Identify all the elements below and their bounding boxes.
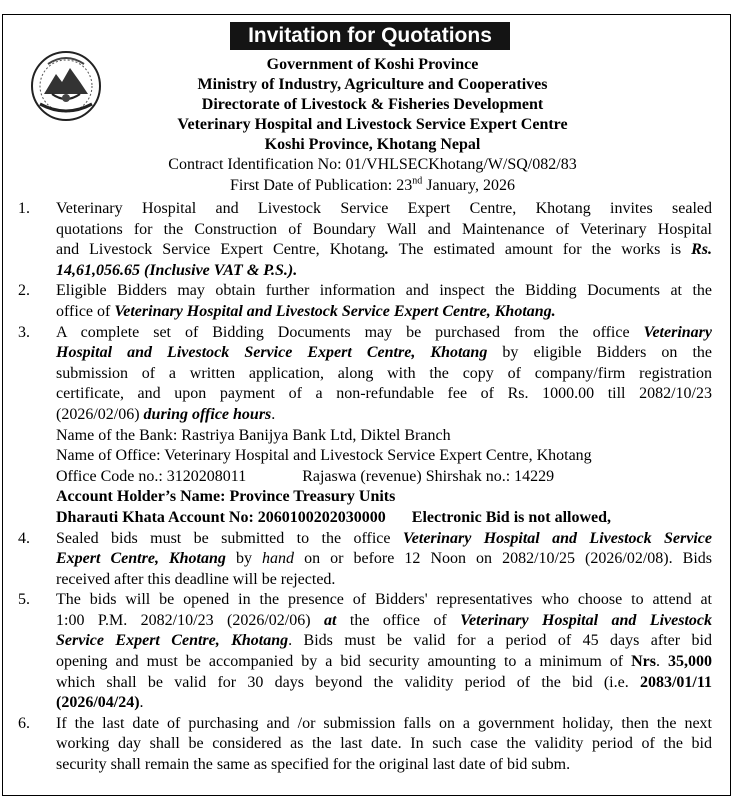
header-office: Veterinary Hospital and Livestock Service Expert Centre [177,116,568,133]
bank-name: Name of the Bank: Rastriya Banijya Bank Ltd, Diktel Branch [56,426,451,444]
province-emblem [30,50,102,122]
office-code: Office Code no.: 3120208011 [56,467,247,485]
clause-4: 4. Sealed bids must be submitted to the office Veterinary Hospital and Livestock Service Expert Centre, Khotang by hand on or before 12 Noon on 2082/10/25 (2026/02/08). Bids received after this deadline will be rejected. [18,529,713,588]
notice-title: Invitation for Quotations [230,22,510,50]
account-holder: Account Holder’s Name: Province Treasury Units [56,488,396,506]
clause-3: 3. A complete set of Bidding Documents may be purchased from the office Veterinary Hospital and Livestock Service Expert Centre, Khotang by eligible Bidders on the submission of a written application, along with the copy of company/firm registration certificate, and upon payment of a non-refundable fee of Rs. 1000.00 till 2082/10/23 (2026/02/06) during office hours. Name of the Bank: Rastriya Banijya Bank Ltd, Diktel Branch Name of Office: Veterinary Hospital and Livestock Service Expert Centre, Khotang Office Code no.: 3120208011 Rajaswa (revenue) Shirshak no.: 14229 Account Holder’s Name: Province Treasury Units Dharauti Khata Account No: 2060100202030000 Electronic Bid is not allowed, [18,323,712,526]
publication-date: First Date of Publication: 23nd January, 2026 [230,175,515,194]
header-government: Government of Koshi Province [266,56,479,73]
header-directorate: Directorate of Livestock & Fisheries Development [201,96,544,113]
clause-6: 6. If the last date of purchasing and /or submission falls on a government holiday, then the next working day shall be considered as the last date. In such case the validity period of the bid security shall remain the same as specified for the original last date of bid subm. [18,714,712,774]
office-name: Name of Office: Veterinary Hospital and Livestock Service Expert Centre, Khotang [56,447,592,465]
contract-identification: Contract Identification No: 01/VHLSECKhotang/W/SQ/082/83 [168,156,577,173]
header-ministry: Ministry of Industry, Agriculture and Cooperatives [197,76,548,93]
clause-1: 1. Veterinary Hospital and Livestock Service Expert Centre, Khotang invites sealed quotations for the Construction of Boundary Wall and Maintenance of Veterinary Hospital and Livestock Service Expert Centre, Khotang. The estimated amount for the works is Rs. 14,61,056.65 (Inclusive VAT & P.S.). [18,200,713,279]
electronic-bid-note: Electronic Bid is not allowed, [411,508,612,526]
khata-account: Dharauti Khata Account No: 2060100202030000 [56,508,386,526]
notice-body [10,199,712,776]
header-location: Koshi Province, Khotang Nepal [264,136,481,153]
clause-5: 5. The bids will be opened in the presence of Bidders' representatives who choose to attend at 1:00 P.M. 2082/10/23 (2026/02/06) at the office of Veterinary Hospital and Livestock Service Expert Centre, Khotang. Bids must be valid for a period of 45 days after bid opening and must be accompanied by a bid security amounting to a minimum of Nrs. 35,000 which shall be valid for 30 days beyond the validity period of the bid (i.e. 2083/01/11 (2026/04/24). [18,591,713,712]
clause-2: 2. Eligible Bidders may obtain further information and inspect the Bidding Documents at the office of Veterinary Hospital and Livestock Service Expert Centre, Khotang. [18,282,712,320]
rajaswa-shirshak: Rajaswa (revenue) Shirshak no.: 14229 [302,467,555,485]
